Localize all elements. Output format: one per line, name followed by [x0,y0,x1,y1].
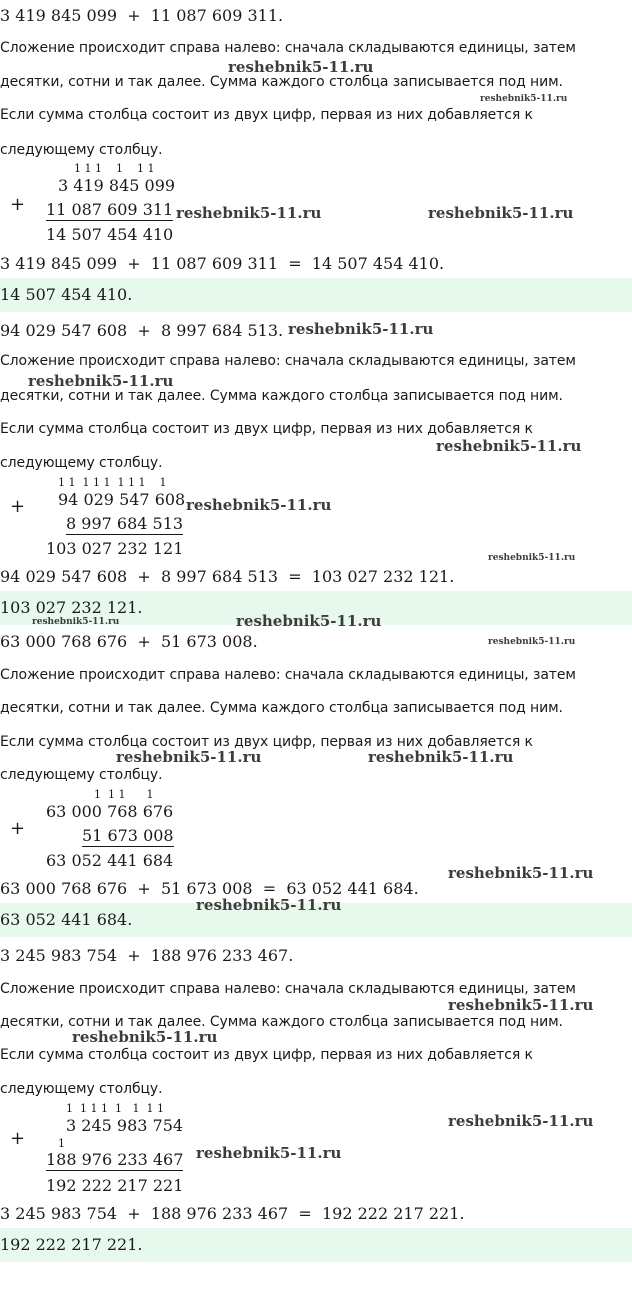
watermark: reshebnik5-11.ru [480,94,568,104]
task1-explanation-line2: десятки, сотни и так далее. Сумма каждого столбца записывается под ним. [0,74,563,90]
watermark: reshebnik5-11.ru [116,748,262,766]
task4-result: 192 222 217 221 [46,1176,184,1195]
task4-explanation-line3: Если сумма столбца состоит из двух цифр, первая из них добавляется к [0,1047,533,1063]
watermark: reshebnik5-11.ru [196,896,342,914]
task2-explanation-line4: следующему столбцу. [0,455,163,471]
task4-bottom-number: 188 976 233 467 [46,1150,184,1169]
watermark: reshebnik5-11.ru [428,204,574,222]
task1-answer: 14 507 454 410. [0,285,133,304]
task4-answer-box [0,1228,632,1262]
task1-explanation-line4: следующему столбцу. [0,142,163,158]
task1-plus-sign: + [10,194,26,215]
task4-explanation-line4: следующему столбцу. [0,1081,163,1097]
task2-expression: 94 029 547 608 + 8 997 684 513. [0,321,284,340]
task3-plus-sign: + [10,818,26,839]
task4-carries: 1 1 1 1 1 1 1 1 [66,1102,164,1115]
task2-explanation-line1: Сложение происходит справа налево: сначала складываются единицы, затем [0,353,576,369]
task3-expression: 63 000 768 676 + 51 673 008. [0,632,258,651]
task4-answer: 192 222 217 221. [0,1235,143,1254]
task3-equation: 63 000 768 676 + 51 673 008 = 63 052 441 684. [0,879,419,898]
watermark: reshebnik5-11.ru [72,1028,218,1046]
watermark: reshebnik5-11.ru [436,437,582,455]
watermark: reshebnik5-11.ru [186,496,332,514]
task1-result: 14 507 454 410 [46,225,174,244]
watermark: reshebnik5-11.ru [196,1144,342,1162]
task4-plus-sign: + [10,1128,26,1149]
watermark: reshebnik5-11.ru [32,617,120,627]
task3-top-number: 63 000 768 676 [46,802,174,821]
watermark: reshebnik5-11.ru [448,864,594,882]
task4-equation: 3 245 983 754 + 188 976 233 467 = 192 222 217 221. [0,1204,465,1223]
task1-equation: 3 419 845 099 + 11 087 609 311 = 14 507 454 410. [0,254,445,273]
task3-bottom-number: 51 673 008 [82,826,174,845]
task2-answer: 103 027 232 121. [0,598,143,617]
task3-explanation-line1: Сложение происходит справа налево: сначала складываются единицы, затем [0,667,576,683]
task3-explanation-line2: десятки, сотни и так далее. Сумма каждого столбца записывается под ним. [0,700,563,716]
task4-explanation-line1: Сложение происходит справа налево: сначала складываются единицы, затем [0,981,576,997]
task1-top-number: 3 419 845 099 [58,176,176,195]
task1-carries: 1 1 1 1 1 1 [74,162,155,175]
task2-plus-sign: + [10,496,26,517]
task1-expression: 3 419 845 099 + 11 087 609 311. [0,6,284,25]
task1-bottom-number: 11 087 609 311 [46,200,174,219]
watermark: reshebnik5-11.ru [288,320,434,338]
task3-explanation-line4: следующему столбцу. [0,767,163,783]
task4-expression: 3 245 983 754 + 188 976 233 467. [0,946,294,965]
task2-top-number: 94 029 547 608 [58,490,186,509]
watermark: reshebnik5-11.ru [488,553,576,563]
task2-carries: 1 1 1 1 1 1 1 1 1 [58,476,167,489]
watermark: reshebnik5-11.ru [368,748,514,766]
watermark: reshebnik5-11.ru [228,58,374,76]
task3-explanation-line3: Если сумма столбца состоит из двух цифр, первая из них добавляется к [0,734,533,750]
task3-answer: 63 052 441 684. [0,910,133,929]
task4-carries-second: 1 [58,1137,65,1150]
watermark: reshebnik5-11.ru [236,612,382,630]
watermark: reshebnik5-11.ru [28,372,174,390]
task1-explanation-line1: Сложение происходит справа налево: сначала складываются единицы, затем [0,40,576,56]
task3-result: 63 052 441 684 [46,851,174,870]
watermark: reshebnik5-11.ru [176,204,322,222]
task4-top-number: 3 245 983 754 [66,1116,184,1135]
task2-bottom-number: 8 997 684 513 [66,514,184,533]
task2-equation: 94 029 547 608 + 8 997 684 513 = 103 027 232 121. [0,567,455,586]
task3-carries: 1 1 1 1 [94,788,154,801]
watermark: reshebnik5-11.ru [448,996,594,1014]
task1-answer-box [0,278,632,312]
task4-explanation-line2: десятки, сотни и так далее. Сумма каждого столбца записывается под ним. [0,1014,563,1030]
task2-explanation-line3: Если сумма столбца состоит из двух цифр, первая из них добавляется к [0,421,533,437]
task1-explanation-line3: Если сумма столбца состоит из двух цифр, первая из них добавляется к [0,107,533,123]
task2-explanation-line2: десятки, сотни и так далее. Сумма каждого столбца записывается под ним. [0,388,563,404]
watermark: reshebnik5-11.ru [448,1112,594,1130]
task2-result: 103 027 232 121 [46,539,184,558]
watermark: reshebnik5-11.ru [488,637,576,647]
